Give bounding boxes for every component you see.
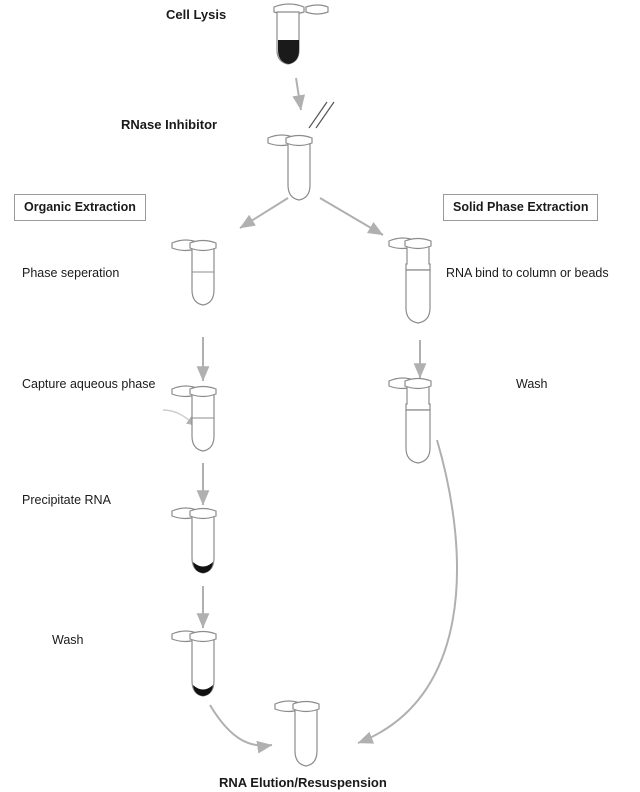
tube-rna-bind-column xyxy=(389,238,431,323)
label-cell-lysis: Cell Lysis xyxy=(166,7,227,22)
tube-wash-solid-phase xyxy=(389,378,431,463)
tube-cell-lysis xyxy=(274,4,328,64)
pipette-stroke-2 xyxy=(316,102,334,128)
label-rna-bind-column: RNA bind to column or beads xyxy=(446,266,609,280)
arrow-split-left xyxy=(240,198,288,228)
tube-precipitate-rna xyxy=(172,508,216,573)
arrow-split-right xyxy=(320,198,383,235)
tube-phase-separation xyxy=(172,240,216,305)
tube-rnase-inhibitor xyxy=(268,135,312,200)
label-wash-solid-phase: Wash xyxy=(516,377,548,391)
arrow-wash-to-elution-right xyxy=(358,440,457,743)
tube-capture-aqueous xyxy=(172,386,216,451)
label-wash-organic: Wash xyxy=(52,633,84,647)
arrow-wash-to-elution xyxy=(210,705,272,746)
tube-wash-organic xyxy=(172,631,216,696)
label-organic-extraction: Organic Extraction xyxy=(14,194,146,221)
label-rna-elution: RNA Elution/Resuspension xyxy=(219,775,387,790)
tube-rna-elution xyxy=(275,701,319,766)
label-phase-separation: Phase seperation xyxy=(22,266,120,280)
label-solid-phase-extraction: Solid Phase Extraction xyxy=(443,194,598,221)
label-capture-aqueous-phase: Capture aqueous phase xyxy=(22,377,156,391)
pipette-stroke-1 xyxy=(309,102,327,128)
label-precipitate-rna: Precipitate RNA xyxy=(22,493,111,507)
arrow-capture-curve xyxy=(163,410,197,426)
arrow-lysis-to-inhibitor xyxy=(296,78,301,110)
label-rnase-inhibitor: RNase Inhibitor xyxy=(121,117,218,132)
